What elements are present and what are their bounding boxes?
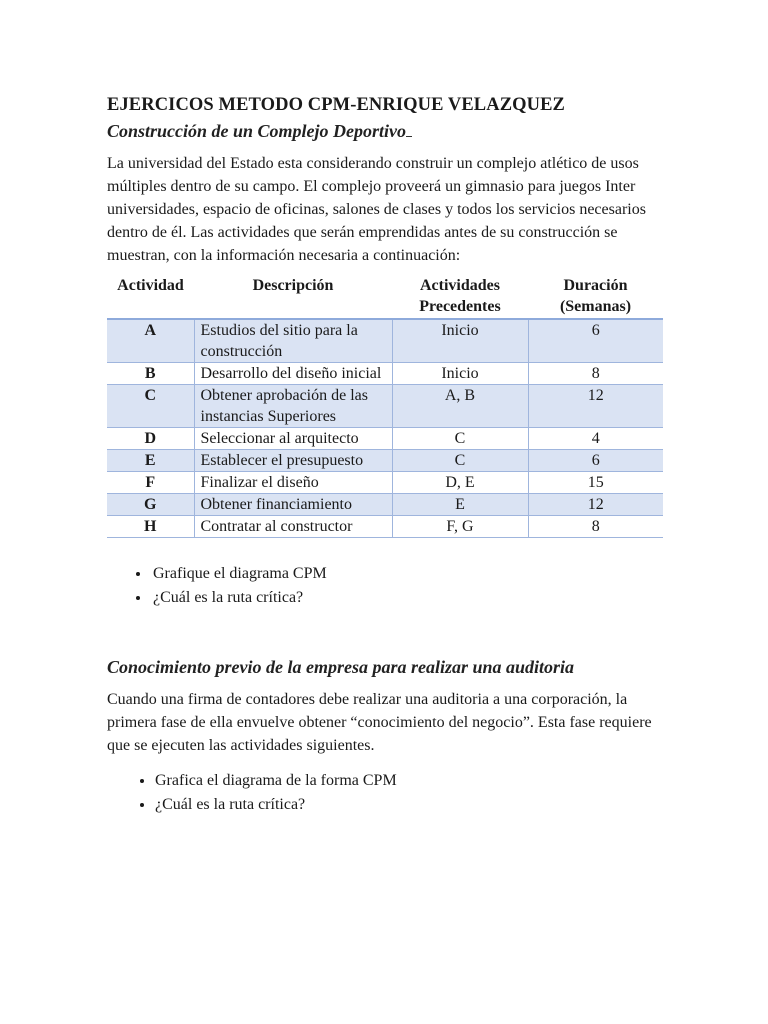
cell-id: D — [107, 428, 194, 450]
cell-descripcion: Contratar al constructor — [194, 516, 392, 538]
cell-duracion: 6 — [528, 450, 663, 472]
cell-id: E — [107, 450, 194, 472]
cell-id: C — [107, 385, 194, 428]
list-item: • Grafique el diagrama CPM — [151, 562, 663, 586]
cell-id: F — [107, 472, 194, 494]
section1-questions — [107, 562, 663, 610]
cell-duracion: 6 — [528, 319, 663, 363]
cell-descripcion: Desarrollo del diseño inicial — [194, 363, 392, 385]
table-header-row — [107, 273, 663, 319]
section2-subtitle: Conocimiento previo de la empresa para realizar una auditoria — [107, 657, 575, 677]
cell-id: G — [107, 494, 194, 516]
cell-id: A — [107, 319, 194, 363]
cell-precedentes: Inicio — [392, 363, 528, 385]
table-row — [107, 472, 663, 494]
header-duracion-line1: Duración — [563, 277, 628, 294]
cell-id: H — [107, 516, 194, 538]
cell-precedentes: E — [392, 494, 528, 516]
header-precedentes-line1: Actividades — [420, 277, 500, 294]
header-duracion-line2: (Semanas) — [559, 298, 632, 315]
table-row — [107, 450, 663, 472]
cell-precedentes: Inicio — [392, 319, 528, 363]
header-descripcion: Descripción — [194, 273, 392, 319]
section1-subtitle — [107, 120, 663, 142]
section1-subtitle-text: Construcción de un Complejo Deportivo — [107, 121, 407, 141]
table-row — [107, 385, 663, 428]
list-item: • ¿Cuál es la ruta crítica? — [155, 793, 663, 817]
cell-descripcion: Estudios del sitio para la construcción — [194, 319, 392, 363]
cell-duracion: 8 — [528, 363, 663, 385]
cell-duracion: 8 — [528, 516, 663, 538]
table-row — [107, 494, 663, 516]
activities-table — [107, 273, 663, 538]
cell-descripcion: Obtener financiamiento — [194, 494, 392, 516]
cell-precedentes: F, G — [392, 516, 528, 538]
header-actividad: Actividad — [107, 273, 194, 319]
cell-precedentes: C — [392, 428, 528, 450]
table-row — [107, 363, 663, 385]
table-row — [107, 319, 663, 363]
cell-duracion: 12 — [528, 494, 663, 516]
cell-descripcion: Seleccionar al arquitecto — [194, 428, 392, 450]
cell-precedentes: A, B — [392, 385, 528, 428]
document-title: EJERCICOS METODO CPM-ENRIQUE VELAZQUEZ — [107, 95, 565, 115]
cell-duracion: 12 — [528, 385, 663, 428]
cell-id: B — [107, 363, 194, 385]
cell-duracion: 4 — [528, 428, 663, 450]
list-item: • Grafica el diagrama de la forma CPM — [155, 769, 663, 793]
header-precedentes — [392, 273, 528, 319]
header-precedentes-line2: Precedentes — [419, 298, 501, 315]
text-cursor — [406, 122, 412, 137]
cell-descripcion: Establecer el presupuesto — [194, 450, 392, 472]
section2-questions — [107, 769, 663, 817]
table-row — [107, 428, 663, 450]
list-item: • ¿Cuál es la ruta crítica? — [151, 586, 663, 610]
cell-precedentes: D, E — [392, 472, 528, 494]
cell-duracion: 15 — [528, 472, 663, 494]
section1-paragraph: La universidad del Estado esta considerando construir un complejo atlético de usos múltiples dentro de su campo. El complejo proveerá un gimnasio para juegos Inter universidades, espacio de oficinas, salones de clases y todos los servicios necesarios dentro de él. Las actividades que serán emprendidas antes de su construcción se muestran, con la información necesaria a continuación: — [107, 155, 646, 264]
header-duracion — [528, 273, 663, 319]
section2-paragraph: Cuando una firma de contadores debe realizar una auditoria a una corporación, la primera fase de ella envuelve obtener “conocimiento del negocio”. Esta fase requiere que se ejecuten las actividades siguientes. — [107, 691, 652, 754]
document-page — [107, 94, 663, 817]
cell-descripcion: Finalizar el diseño — [194, 472, 392, 494]
cell-precedentes: C — [392, 450, 528, 472]
table-row — [107, 516, 663, 538]
cell-descripcion: Obtener aprobación de las instancias Superiores — [194, 385, 392, 428]
